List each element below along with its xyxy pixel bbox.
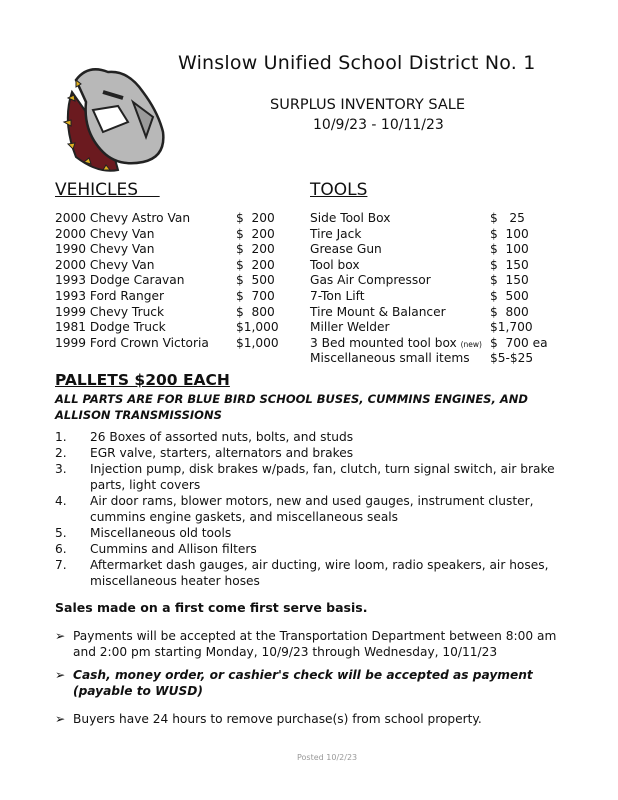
inventory-row: [310, 226, 529, 241]
item-text: 26 Boxes of assorted nuts, bolts, and studs: [90, 430, 354, 444]
inventory-row: [55, 211, 275, 225]
arrow-icon: ➢: [55, 712, 66, 726]
item-number: 3.: [55, 462, 67, 476]
bullet-text: Cash, money order, or cashier's check will be accepted as payment (payable to WUSD): [73, 668, 533, 698]
tools-heading: TOOLS: [310, 180, 368, 200]
inventory-row: [55, 335, 279, 350]
bullet-text: Payments will be accepted at the Transportation Department between 8:00 am and 2:00 pm starting Monday, 10/9/23 through Wednesday, 10/11/23: [73, 629, 557, 659]
inventory-row: [310, 289, 529, 303]
item-text: EGR valve, starters, alternators and brakes: [90, 446, 354, 460]
item-price: $ 500: [490, 289, 529, 303]
item-name: Tool box: [310, 257, 360, 272]
inventory-row: [310, 351, 534, 366]
item-name: 1999 Chevy Truck: [55, 304, 165, 319]
item-price: $ 200: [236, 211, 275, 225]
item-text: Air door rams, blower motors, new and used gauges, instrument cluster, cummins engine gaskets, and miscellaneous seals: [90, 494, 534, 524]
inventory-row: [55, 257, 275, 272]
item-name: 1990 Chevy Van: [55, 242, 155, 257]
pallets-note: ALL PARTS ARE FOR BLUE BIRD SCHOOL BUSES, CUMMINS ENGINES, AND ALLISON TRANSMISSIONS: [55, 392, 528, 422]
item-text: Injection pump, disk brakes w/pads, fan, clutch, turn signal switch, air brake parts, light covers: [90, 462, 555, 492]
item-name: Side Tool Box: [310, 211, 391, 225]
item-number: 7.: [55, 558, 67, 572]
arrow-icon: ➢: [55, 668, 66, 682]
item-name: 2000 Chevy Astro Van: [55, 211, 191, 225]
inventory-row: [55, 226, 275, 241]
item-price: $ 200: [236, 242, 275, 257]
item-text: Cummins and Allison filters: [90, 542, 257, 556]
item-name: 1993 Ford Ranger: [55, 289, 164, 303]
bullet-text: Buyers have 24 hours to remove purchase(s) from school property.: [73, 712, 482, 726]
item-name: Miscellaneous small items: [310, 351, 470, 366]
item-name: Grease Gun: [310, 242, 382, 257]
inventory-row: [55, 320, 279, 335]
item-name: 7-Ton Lift: [310, 289, 365, 303]
item-price: $1,000: [236, 335, 279, 350]
item-price: $1,700: [490, 320, 533, 335]
sale-dates: 10/9/23 - 10/11/23: [313, 117, 444, 133]
inventory-row: [310, 304, 529, 319]
item-name: 2000 Chevy Van: [55, 226, 155, 241]
item-note: (new): [460, 339, 482, 349]
inventory-row: [55, 273, 275, 288]
item-price: $ 25: [490, 211, 525, 225]
item-number: 4.: [55, 494, 67, 508]
item-price: $ 200: [236, 226, 275, 241]
vehicles-heading: VEHICLES: [55, 180, 160, 200]
item-price: $ 100: [490, 242, 529, 257]
item-name: Miller Welder: [310, 320, 390, 335]
item-price: $ 800: [236, 304, 275, 319]
inventory-row: [310, 242, 529, 257]
pallets-heading: PALLETS $200 EACH: [55, 371, 230, 389]
item-name: 1999 Ford Crown Victoria: [55, 335, 209, 350]
inventory-row: [55, 304, 275, 319]
item-name: Tire Jack: [310, 226, 362, 241]
item-price: $ 200: [236, 257, 275, 272]
item-name: 1993 Dodge Caravan: [55, 273, 185, 288]
inventory-row: [55, 242, 275, 257]
item-price: $ 800: [490, 304, 529, 319]
item-price: $ 700 ea: [490, 335, 548, 350]
inventory-row: [310, 273, 529, 288]
item-price: $ 700: [236, 289, 275, 303]
item-number: 1.: [55, 430, 67, 444]
sale-subtitle: SURPLUS INVENTORY SALE: [270, 97, 465, 113]
item-text: Aftermarket dash gauges, air ducting, wire loom, radio speakers, air hoses, miscellaneous heater hoses: [90, 558, 549, 588]
inventory-row: [310, 335, 548, 350]
item-price: $5-$25: [490, 351, 534, 366]
item-name: 2000 Chevy Van: [55, 257, 155, 272]
item-price: $1,000: [236, 320, 279, 335]
inventory-row: [55, 289, 275, 303]
item-number: 2.: [55, 446, 67, 460]
item-price: $ 500: [236, 273, 275, 288]
sales-heading: Sales made on a first come first serve basis.: [55, 600, 368, 615]
item-name: Gas Air Compressor: [310, 273, 431, 288]
page-title: Winslow Unified School District No. 1: [178, 52, 536, 74]
item-price: $ 100: [490, 226, 529, 241]
item-price: $ 150: [490, 273, 529, 288]
item-text: Miscellaneous old tools: [90, 526, 232, 540]
item-name: Tire Mount & Balancer: [310, 304, 446, 319]
item-number: 6.: [55, 542, 67, 556]
item-name: 3 Bed mounted tool box: [310, 335, 457, 350]
item-price: $ 150: [490, 257, 529, 272]
inventory-row: [310, 257, 529, 272]
posted-date: Posted 10/2/23: [297, 753, 358, 762]
inventory-row: [310, 320, 533, 335]
item-name: 1981 Dodge Truck: [55, 320, 166, 335]
item-number: 5.: [55, 526, 67, 540]
bulldog-logo: [58, 62, 178, 177]
inventory-row: [310, 211, 525, 225]
arrow-icon: ➢: [55, 629, 66, 643]
